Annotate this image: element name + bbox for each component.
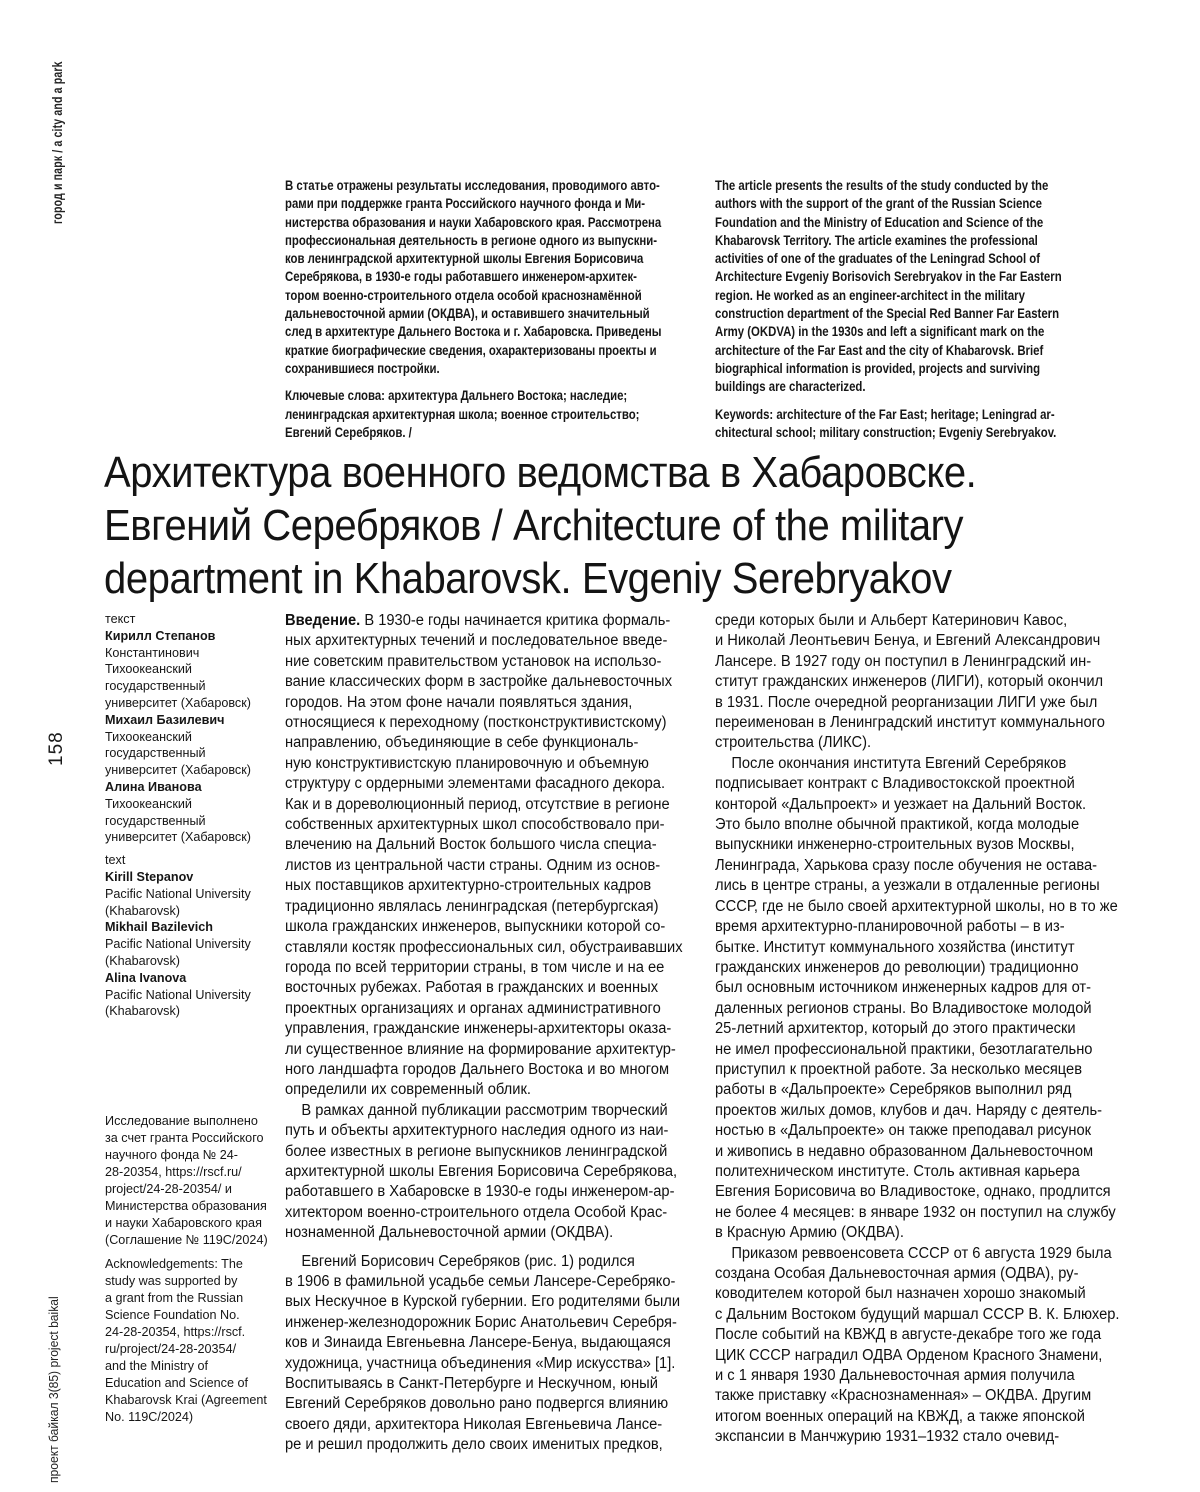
byline-group-ru [105, 611, 284, 846]
author-affiliation: Pacific National University (Khabarovsk) [105, 936, 251, 968]
intro-text: В 1930-е годы начинается критика формаль- ных архитектурных течений и последовательное введе- ние советским правительством установок на использо- вание классических форм в застройке дальневосточных городов. На этом фоне начали появляться здания, относящиеся к переходному (постконструктивистскому) направлению, объединяющие в себе функциональ- ную конструктивистскую планировочную и объемную структуру с ордерными элементами фасадного декора. Как и в дореволюционный период, отсутствие в регионе собственных архитектурных школ способствовало при- влечению на Дальний Восток большого числа специа- листов из центральной части страны. Одним из основ- ных поставщиков архитектурно-строительных кадров традиционно являлась ленинградская (петербургская) школа гражданских инженеров, выпускники которой со- ставляли костяк профессиональных сил, обустраивавших города по всей территории страны, в том числе и на ее восточных рубежах. Работая в гражданских и военных проектных организациях и органах административного управления, гражданские инженеры-архитекторы оказа- ли существенное влияние на формирование архитектур- ного ландшафта городов Дальнего Востока и во многом определили их современный облик. В рамках данной публикации рассмотрим творческий путь и объекты архитектурного наследия одного из наи- более известных в регионе выпускников ленинградской архитектурной школы Евгения Борисовича Серебрякова, работавшего в Хабаровске в 1930-е годы инженером-ар- хитектором военно-строительного отдела Особой Крас- нознаменной Дальневосточной армии (ОКДВА). [285, 612, 683, 1242]
article-title [104, 446, 1200, 605]
author-affiliation: Тихоокеанский государственный университет (Хабаровск) [105, 795, 251, 845]
author-name: Алина Иванова [105, 778, 202, 794]
intro-lead-label: Введение. [285, 612, 361, 629]
abstract-ru-block [285, 177, 676, 442]
body-column-1 [285, 611, 727, 1456]
byline-block [105, 611, 284, 1020]
body-column-2 [715, 611, 1157, 1448]
author-name: Alina Ivanova [105, 969, 187, 985]
author-name: Михаил Базилевич [105, 711, 225, 727]
byline-label-ru: текст [105, 611, 136, 626]
keywords-en-text: Keywords: architecture of the Far East; heritage; Leningrad ar- chitectural school; military construction; Evgeniy Serebryakov. [715, 406, 1057, 440]
funding-block [105, 1112, 284, 1425]
body-column-2-text: среди которых были и Альберт Катеринович Кавос, и Николай Леонтьевич Бенуа, и Евгений Александрович Лансере. В 1927 году он поступил в Ленинградский ин- ститут гражданских инженеров (ЛИГИ), который окончил в 1931. После очередной реорганизации ЛИГИ уже был переименован в Ленинградский институт коммунального строительства (ЛИКС). После окончания института Евгений Серебряков подписывает контракт с Владивостокской проектной конторой «Дальпроект» и уезжает на Дальний Восток. Это было вполне обычной практикой, когда молодые выпускники инженерно-строительных вузов Москвы, Ленинграда, Харькова сразу после обучения не остава- лись в центре страны, а уезжали в отдаленные регионы СССР, где не было своей архитектурной школы, но в то же время архитектурно-планировочной работы – в из- бытке. Институт коммунального хозяйства (институт гражданских инженеров до революции) традиционно был основным источником инженерных кадров для от- даленных регионов страны. Во Владивостоке молодой 25-летний архитектор, который до этого практически не имел профессиональной практики, безотлагательно приступил к проектной работе. За несколько месяцев работы в «Дальпроекте» Серебряков выполнил ряд проектов жилых домов, клубов и дач. Наряду с деятель- ностью в «Дальпроекте» он также преподавал рисунок и живопись в недавно образованном Дальневосточном политехническом институте. Столь активная карьера Евгения Борисовича во Владивостоке, однако, продлится не более 4 месяцев: в январе 1932 он поступил на службу в Красную Армию (ОКДВА). Приказом реввоенсовета СССР от 6 августа 1929 была создана Особая Дальневосточная армия (ОДВА), ру- ководителем которой был назначен хорошо знакомый с Дальним Востоком будущий маршал СССР В. К. Блюхер. После событий на КВЖД в августе-декабре того же года ЦИК СССР наградил ОДВА Орденом Красного Знамени, и с 1 января 1930 Дальневосточная армия получила также приставку «Краснознаменная» – ОКДВА. Другим итогом военных операций на КВЖД, а также японской экспансии в Манчжурию 1931–1932 стало очевид- [715, 612, 1120, 1446]
abstract-ru-text: В статье отражены результаты исследования, проводимого авто- рами при поддержке гранта Российского научного фонда и Ми- нистерства образования и науки Хабаровского края. Рассмотрена профессиональная деятельность в регионе одного из выпускни- ков ленинградской архитектурной школы Евгения Борисовича Серебрякова, в 1930-е годы работавшего инженером-архитек- тором военно-строительного отдела особой краснознамённой дальневосточной армии (ОКДВА), и оставившего значительный след в архитектуре Дальнего Востока и г. Хабаровска. Приведены краткие биографические сведения, охарактеризованы проекты и сохранившиеся постройки. [285, 178, 662, 376]
author-patronymic: Константинович [105, 644, 200, 660]
author-affiliation: Pacific National University (Khabarovsk) [105, 986, 251, 1019]
section-label-vertical: город и парк / a city and a park [50, 61, 65, 224]
abstract-en-text: The article presents the results of the study conducted by the authors with the support of the grant of the Russian Science Foundation and the Ministry of Education and Science of the Khabarovsk Territory. The article examines the professional activities of one of the graduates of the Leningrad School of Architecture Evgeniy Borisovich Serebryakov in the Far Eastern region. He worked as an engineer-architect in the military construction department of the Special Red Banner Far Eastern Army (OKDVA) in the 1930s and left a significant mark on the architecture of the Far East and the city of Khabarovsk. Brief biographical information is provided, projects and surviving buildings are characterized. [715, 178, 1062, 395]
article-title-line-3: department in Khabarovsk. Evgeniy Serebryakov [104, 554, 952, 603]
abstract-en-block [715, 177, 1106, 442]
author-affiliation: Pacific National University (Khabarovsk) [105, 885, 251, 918]
author-affiliation: Тихоокеанский государственный университет (Хабаровск) [105, 661, 251, 710]
byline-group-en [105, 852, 284, 1020]
article-title-line-2: Евгений Серебряков / Architecture of the military [104, 501, 964, 550]
page-number: 158 [46, 731, 67, 766]
byline-label-en: text [105, 852, 126, 868]
author-affiliation: Тихоокеанский государственный университет (Хабаровск) [105, 728, 251, 778]
biography-paragraph: Евгений Борисович Серебряков (рис. 1) родился в 1906 в фамильной усадьбе семьи Лансере-Серебряко- вых Нескучное в Курской губернии. Его родителями были инженер-железнодорожник Борис Анатольевич Серебря- ков и Зинаида Евгеньевна Лансере-Бенуа, выдающаяся художница, участница объединения «Мир искусства» [1]. Воспитываясь в Санкт-Петербурге и Нескучном, юный Евгений Серебряков довольно рано подвергся влиянию своего дяди, архитектора Николая Евгеньевича Лансе- ре и решил продолжить дело своих именитых предков, [285, 1252, 681, 1454]
author-name: Кирилл Степанов [105, 627, 216, 643]
funding-note-ru: Исследование выполнено за счет гранта Российского научного фонда № 24- 28-20354, https://rscf.ru/ project/24-28-20354/ и Министерства образования и науки Хабаровского края (Соглашение № 119С/2024) [105, 1113, 268, 1247]
author-name: Kirill Stepanov [105, 868, 194, 884]
journal-issue-label: проект байкал 3(85) project baikal [46, 1296, 61, 1483]
article-title-line-1: Архитектура военного ведомства в Хабаровске. [104, 448, 977, 497]
keywords-ru-text: Ключевые слова: архитектура Дальнего Востока; наследие; ленинградская архитектурная школа; военное строительство; Евгений Серебряков. / [285, 388, 640, 440]
funding-note-en: Acknowledgements: The study was supported by a grant from the Russian Science Foundation No. 24-28-20354, https://rscf. ru/project/24-28-20354/ and the Ministry of Education and Science of Khabarovsk Krai (Agreement No. 119C/2024) [105, 1256, 267, 1424]
author-name: Mikhail Bazilevich [105, 919, 213, 935]
intro-paragraphs [285, 611, 727, 1244]
